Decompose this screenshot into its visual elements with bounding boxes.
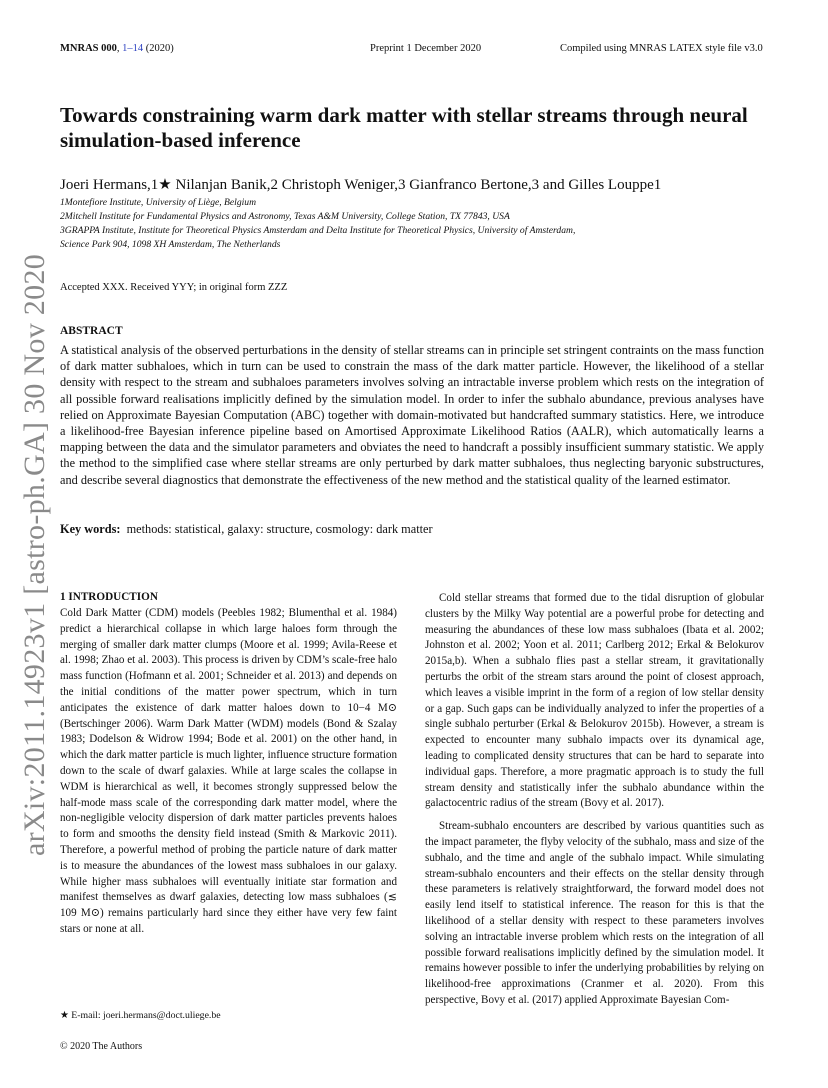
running-header-journal: MNRAS 000, 1–14 (2020) bbox=[60, 43, 174, 54]
section-heading-introduction: 1 INTRODUCTION bbox=[60, 591, 158, 603]
arxiv-stamp bbox=[4, 250, 66, 860]
keywords-label: Key words: bbox=[60, 522, 121, 536]
arxiv-stamp-text: arXiv:2011.14923v1 [astro-ph.GA] 30 Nov 2020 bbox=[18, 253, 51, 857]
intro-left-column bbox=[60, 606, 397, 938]
abstract-heading: ABSTRACT bbox=[60, 325, 123, 337]
intro-paragraph-3: Stream-subhalo encounters are described by various quantities such as the impact parameter, the flyby velocity of the subhalo, mass and size of the subhalo, and the time and angle of the subhalo impact. While simulating stream-subhalo encounters and their effects on the stellar density through these parameters is relatively straightforward, the forward model does not easily lend itself to statistical inference. The reason for this is that the likelihood of a stellar density with respect to these parameters involves solving an intractable inverse problem which rests on the integration of all possible forward realisations implicitly defined by the simulation model. It remains however possible to infer the underlying probabilities by relying on likelihood-free approximations (Cranmer et al. 2020). From this perspective, Bovy et al. (2017) applied Approximate Bayesian Com- bbox=[425, 820, 764, 1006]
affiliation-3: 3GRAPPA Institute, Institute for Theoretical Physics Amsterdam and Delta Institute for Theoretical Physics, University of Amsterdam, bbox=[60, 225, 576, 236]
intro-right-column bbox=[425, 591, 764, 1009]
keywords-list: methods: statistical, galaxy: structure, cosmology: dark matter bbox=[126, 522, 433, 536]
paper-title: Towards constraining warm dark matter with stellar streams through neural simulation-based inference bbox=[60, 103, 748, 152]
author-list: Joeri Hermans,1★ Nilanjan Banik,2 Christoph Weniger,3 Gianfranco Bertone,3 and Gilles Louppe1 bbox=[60, 177, 662, 193]
affiliations bbox=[60, 196, 780, 252]
affiliation-3-continued: Science Park 904, 1098 XH Amsterdam, The Netherlands bbox=[60, 239, 281, 250]
running-header-preprint: Preprint 1 December 2020 bbox=[370, 43, 482, 54]
intro-paragraph-2: Cold stellar streams that formed due to the tidal disruption of globular clusters by the Milky Way potential are a powerful probe for detecting and measuring the abundances of these low mass subhaloes (Ibata et al. 2002; Johnston et al. 2002; Yoon et al. 2011; Carlberg 2012; Erkal & Belokurov 2015a,b). When a subhalo flies past a stellar stream, it gravitationally perturbs the orbit of the stream stars around the point of closest approach, which leaves a visible imprint in the form of a region of low stellar density or a gap. Such gaps can be individually analyzed to infer the properties of a single subhalo perturber (Erkal & Belokurov 2015b). However, a stream is expected to encounter many subhalo impacts over its dynamical age, leading to complicated density structures that can be hard to separate into individual gaps. Therefore, a more pragmatic approach is to study the full stream density and statistically infer the subhalo abundance within the galactocentric radius of the stream (Bovy et al. 2017). bbox=[425, 592, 764, 810]
footnote-email: ★ E-mail: joeri.hermans@doct.uliege.be bbox=[60, 1010, 221, 1021]
accepted-line: Accepted XXX. Received YYY; in original form ZZZ bbox=[60, 282, 288, 293]
affiliation-1: 1Montefiore Institute, University of Liège, Belgium bbox=[60, 197, 257, 208]
abstract-text: A statistical analysis of the observed perturbations in the density of stellar streams can in principle set stringent contraints on the mass function of dark matter subhaloes, which in turn can be used to constrain the mass of the dark matter particle. However, the likelihood of a stellar density with respect to the stream and subhaloes parameters involves solving an intractable inverse problem which rests on the integration of all possible forward realisations implicitly defined by the simulation model. In order to infer the subhalo abundance, previous analyses have relied on Approximate Bayesian Computation (ABC) together with domain-motivated but handcrafted summary statistics. Here, we introduce a likelihood-free Bayesian inference pipeline based on Amortised Approximate Likelihood Ratios (AALR), which automatically learns a mapping between the data and the simulator parameters and obviates the need to handcraft a possibly insufficient summary statistic. We apply the method to the simplified case where stellar streams are only perturbed by dark matter subhaloes, thus neglecting baryonic substructures, and describe several diagnostics that demonstrate the effectiveness of the new method and the statistical quality of the learned estimator. bbox=[60, 343, 764, 487]
affiliation-2: 2Mitchell Institute for Fundamental Physics and Astronomy, Texas A&M University, College Station, TX 77843, USA bbox=[60, 211, 510, 222]
running-header-compiled: Compiled using MNRAS LATEX style file v3.0 bbox=[560, 43, 763, 54]
keywords bbox=[60, 522, 433, 537]
intro-paragraph-1: Cold Dark Matter (CDM) models (Peebles 1982; Blumenthal et al. 1984) predict a hierarchical collapse in which large haloes form through the merging of smaller dark matter clumps (Moore et al. 1999; Avila-Reese et al. 1998; Zhao et al. 2003). This process is driven by CDM’s scale-free halo mass function (Hofmann et al. 2001; Schneider et al. 2013) and depends on the initial conditions of the matter power spectrum, which in turn anticipates the existence of dark matter haloes down to 10−4 M⊙ (Bertschinger 2006). Warm Dark Matter (WDM) models (Bond & Szalay 1983; Dodelson & Widrow 1994; Bode et al. 2001) on the other hand, in which the dark matter particle is much lighter, influence structure formation down to the scale of dwarf galaxies. While at large scales the collapse in WDM is hierarchical as well, it becomes strongly suppressed below the half-mode mass scale of the corresponding dark matter model, where the non-negligible velocity dispersion of dark matter particles prevents haloes to form and smooths the density field instead (Smith & Markovic 2011). Therefore, a powerful method of probing the particle nature of dark matter is to measure the abundances of the lowest mass subhaloes in our galaxy. While higher mass subhaloes will eventually initiate star formation and manifest themselves as dwarf galaxies, detecting low mass subhaloes (≲ 109 M⊙) remains particularly hard since they either have very few faint stars or none at all. bbox=[60, 607, 397, 935]
copyright: © 2020 The Authors bbox=[60, 1041, 143, 1052]
